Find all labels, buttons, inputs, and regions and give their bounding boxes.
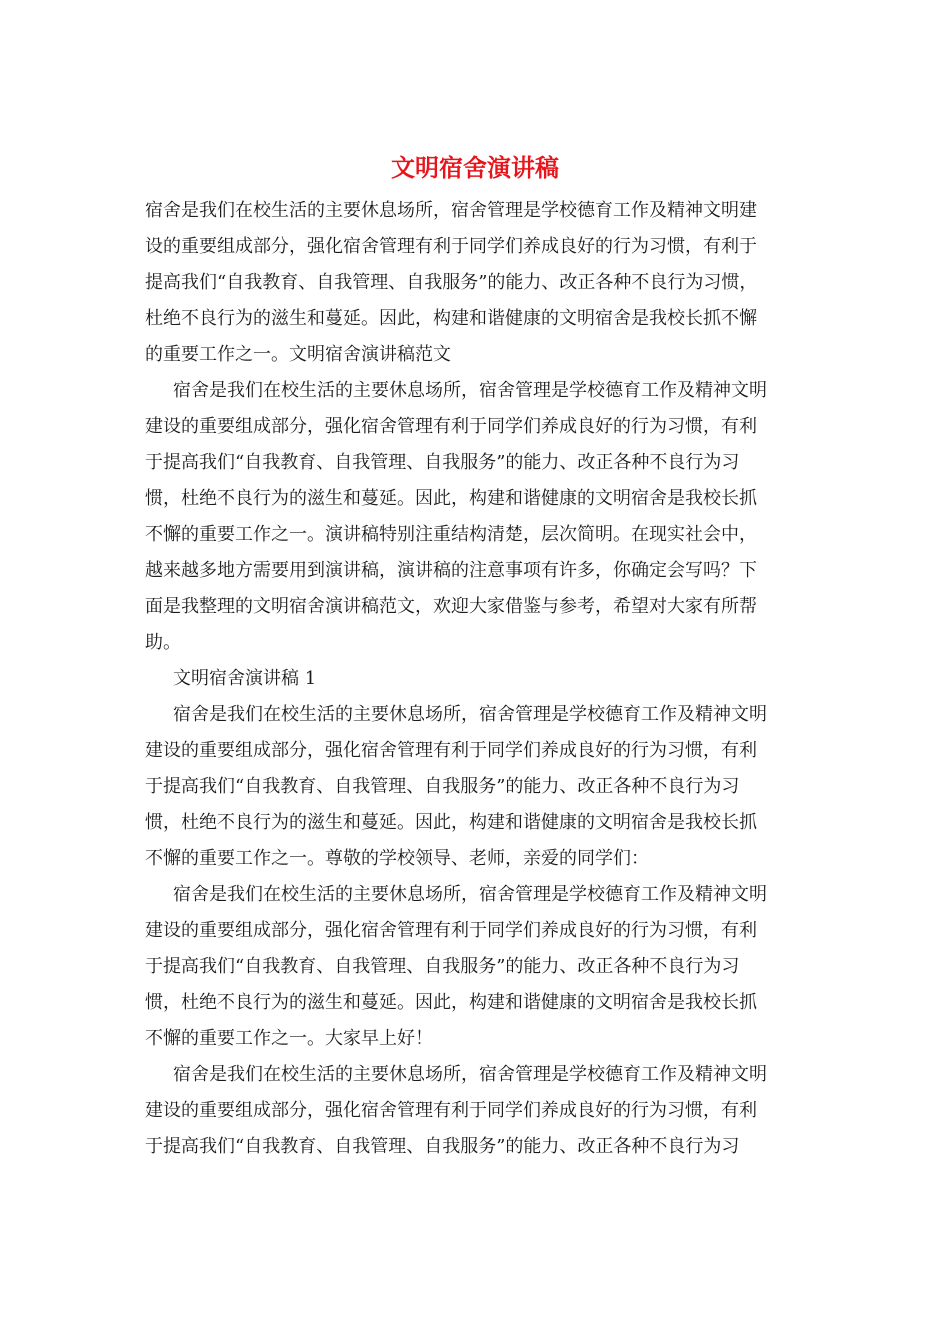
document-title: 文明宿舍演讲稿: [391, 153, 559, 182]
text-line: 设的重要组成部分，强化宿舍管理有利于同学们养成良好的行为习惯，有利于: [145, 236, 757, 257]
text-line: 面是我整理的文明宿舍演讲稿范文，欢迎大家借鉴与参考，希望对大家有所帮: [145, 596, 757, 617]
document-body: [145, 193, 807, 1165]
text-line: 惯，杜绝不良行为的滋生和蔓延。因此，构建和谐健康的文明宿舍是我校长抓: [145, 992, 757, 1013]
text-line: 宿舍是我们在校生活的主要休息场所，宿舍管理是学校德育工作及精神文明建: [145, 200, 757, 221]
text-line: 于提高我们“自我教育、自我管理、自我服务”的能力、改正各种不良行为习: [145, 956, 740, 977]
text-line: 杜绝不良行为的滋生和蔓延。因此，构建和谐健康的文明宿舍是我校长抓不懈: [145, 308, 757, 329]
text-line: 助。: [145, 632, 181, 653]
text-line: 宿舍是我们在校生活的主要休息场所，宿舍管理是学校德育工作及精神文明: [173, 1064, 767, 1085]
text-line: 惯，杜绝不良行为的滋生和蔓延。因此，构建和谐健康的文明宿舍是我校长抓: [145, 488, 757, 509]
text-line: 文明宿舍演讲稿 1: [173, 668, 317, 689]
text-line: 提高我们“自我教育、自我管理、自我服务”的能力、改正各种不良行为习惯，: [145, 272, 758, 293]
text-line: 越来越多地方需要用到演讲稿，演讲稿的注意事项有许多，你确定会写吗？下: [145, 560, 757, 581]
text-line: 的重要工作之一。文明宿舍演讲稿范文: [145, 344, 451, 365]
text-line: 建设的重要组成部分，强化宿舍管理有利于同学们养成良好的行为习惯，有利: [145, 920, 757, 941]
text-line: 于提高我们“自我教育、自我管理、自我服务”的能力、改正各种不良行为习: [145, 1136, 740, 1157]
text-line: 不懈的重要工作之一。尊敬的学校领导、老师，亲爱的同学们：: [145, 848, 649, 869]
text-line: 建设的重要组成部分，强化宿舍管理有利于同学们养成良好的行为习惯，有利: [145, 1100, 757, 1121]
text-line: 于提高我们“自我教育、自我管理、自我服务”的能力、改正各种不良行为习: [145, 776, 740, 797]
text-line: 宿舍是我们在校生活的主要休息场所，宿舍管理是学校德育工作及精神文明: [173, 884, 767, 905]
text-line: 不懈的重要工作之一。演讲稿特别注重结构清楚，层次简明。在现实社会中，: [145, 524, 757, 545]
text-line: 惯，杜绝不良行为的滋生和蔓延。因此，构建和谐健康的文明宿舍是我校长抓: [145, 812, 757, 833]
text-line: 宿舍是我们在校生活的主要休息场所，宿舍管理是学校德育工作及精神文明: [173, 704, 767, 725]
text-line: 建设的重要组成部分，强化宿舍管理有利于同学们养成良好的行为习惯，有利: [145, 740, 757, 761]
text-line: 建设的重要组成部分，强化宿舍管理有利于同学们养成良好的行为习惯，有利: [145, 416, 757, 437]
text-line: 不懈的重要工作之一。大家早上好！: [145, 1028, 433, 1049]
text-line: 于提高我们“自我教育、自我管理、自我服务”的能力、改正各种不良行为习: [145, 452, 740, 473]
text-line: 宿舍是我们在校生活的主要休息场所，宿舍管理是学校德育工作及精神文明: [173, 380, 767, 401]
